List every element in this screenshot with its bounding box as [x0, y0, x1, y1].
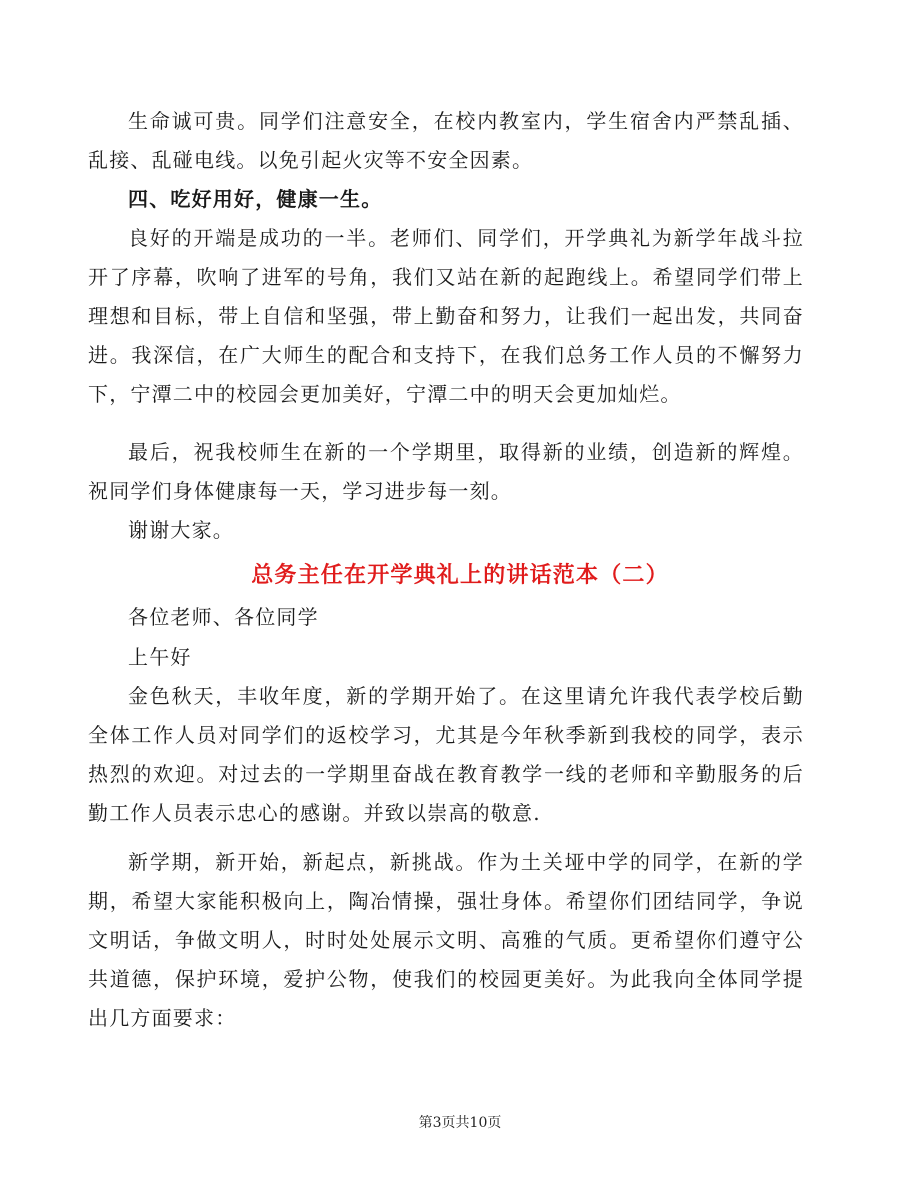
paragraph-good-start: 良好的开端是成功的一半。老师们、同学们，开学典礼为新学年战斗拉开了序幕，吹响了进军的号角，我们又站在新的起跑线上。希望同学们带上理想和目标，带上自信和坚强，带上勤奋和努力，让我们一起出发，共同奋进。我深信，在广大师生的配合和支持下，在我们总务工作人员的不懈努力下，宁潭二中的校园会更加美好，宁潭二中的明天会更加灿烂。: [88, 226, 804, 406]
paragraph-thanks: 谢谢大家。: [128, 518, 234, 542]
section-heading-four: 四、吃好用好，健康一生。: [128, 187, 383, 211]
section-title: 总务主任在开学典礼上的讲话范本（二）: [251, 562, 669, 588]
paragraph-wishes: 最后，祝我校师生在新的一个学期里，取得新的业绩，创造新的辉煌。祝同学们身体健康每一天，学习进步每一刻。: [88, 440, 804, 503]
page-number-footer: 第3页共10页: [418, 1115, 502, 1131]
greeting-line: 各位老师、各位同学: [128, 605, 319, 629]
morning-greeting: 上午好: [128, 645, 192, 669]
paragraph-autumn: 金色秋天，丰收年度，新的学期开始了。在这里请允许我代表学校后勤全体工作人员对同学们的返校学习，尤其是今年秋季新到我校的同学，表示热烈的欢迎。对过去的一学期里奋战在教育教学一线的老师和辛勤服务的后勤工作人员表示忠心的感谢。并致以崇高的敬意.: [88, 684, 804, 825]
paragraph-new-semester: 新学期，新开始，新起点，新挑战。作为土关垭中学的同学，在新的学期，希望大家能积极向上，陶冶情操，强壮身体。希望你们团结同学，争说文明话，争做文明人，时时处处展示文明、高雅的气质。更希望你们遵守公共道德，保护环境，爱护公物，使我们的校园更美好。为此我向全体同学提出几方面要求：: [88, 850, 804, 1030]
paragraph-safety: 生命诚可贵。同学们注意安全，在校内教室内，学生宿舍内严禁乱插、乱接、乱碰电线。以免引起火灾等不安全因素。: [88, 109, 804, 172]
